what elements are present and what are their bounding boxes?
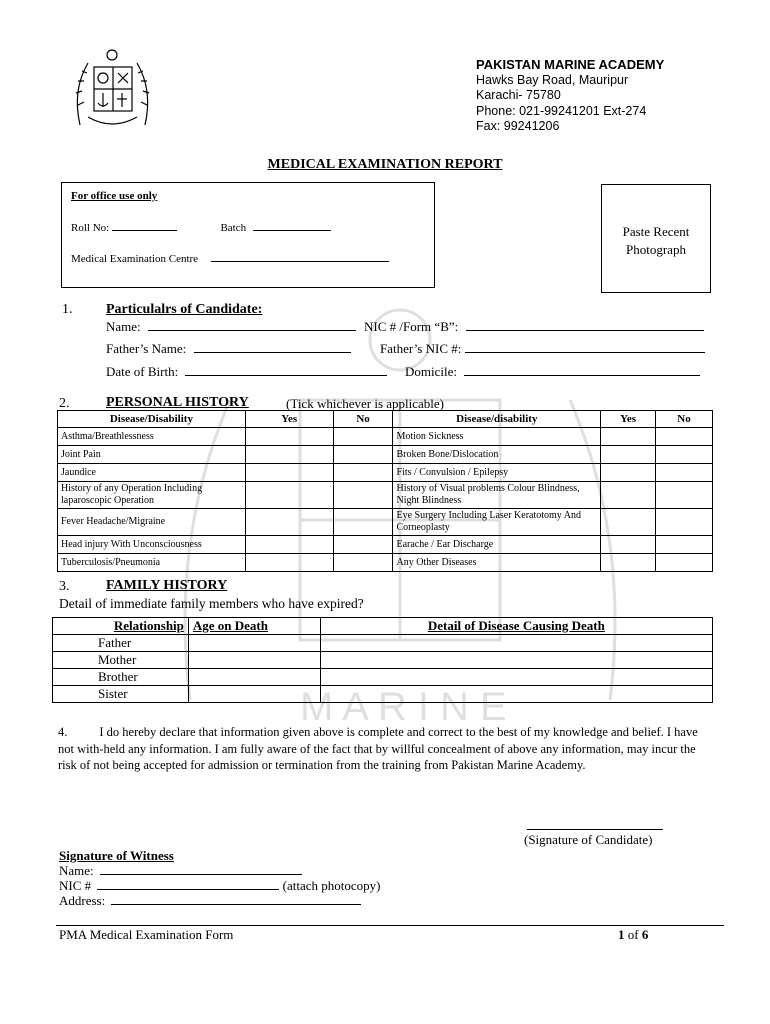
footer-divider (56, 925, 724, 926)
yes-header-right: Yes (601, 411, 656, 428)
section2-heading: PERSONAL HISTORY (106, 395, 249, 410)
table-row (53, 635, 713, 652)
domicile-field[interactable] (464, 364, 700, 376)
dob-field[interactable] (185, 364, 387, 376)
page-indicator (618, 927, 648, 943)
academy-address-line2: Karachi- 75780 (476, 88, 561, 102)
batch-label: Batch (220, 222, 247, 234)
svg-text:M A R I N E: M A R I N E (300, 685, 507, 729)
relationship-cell: Sister (53, 686, 189, 703)
yes-checkbox-cell[interactable] (245, 509, 333, 536)
disease-header-right: Disease/disability (393, 411, 601, 428)
relationship-cell: Brother (53, 669, 189, 686)
yes-checkbox-cell[interactable] (245, 446, 333, 464)
academy-phone: Phone: 021-99241201 Ext-274 (476, 103, 647, 118)
age-on-death-header: Age on Death (188, 618, 320, 635)
dob-label: Date of Birth: (106, 364, 179, 379)
no-checkbox-cell[interactable] (656, 482, 713, 509)
yes-checkbox-cell[interactable] (245, 428, 333, 446)
witness-nic-field[interactable] (97, 878, 279, 890)
disease-left: Jaundice (58, 464, 246, 482)
table-row (58, 464, 713, 482)
office-use-heading: For office use only (71, 190, 158, 202)
exam-centre-field[interactable] (211, 250, 389, 262)
photo-label-line2: Photograph (626, 242, 686, 257)
father-name-field[interactable] (194, 341, 351, 353)
age-on-death-cell[interactable] (188, 669, 320, 686)
yes-checkbox-cell[interactable] (601, 464, 656, 482)
disease-detail-header: Detail of Disease Causing Death (320, 618, 712, 635)
section3-subtitle: Detail of immediate family members who have expired? (59, 596, 364, 611)
father-nic-field[interactable] (465, 341, 705, 353)
yes-checkbox-cell[interactable] (601, 482, 656, 509)
page-total: 6 (641, 927, 649, 942)
disease-detail-cell[interactable] (320, 635, 712, 652)
table-row (53, 686, 713, 703)
no-checkbox-cell[interactable] (656, 428, 713, 446)
academy-address-block (476, 57, 664, 135)
no-checkbox-cell[interactable] (333, 509, 393, 536)
academy-address-line1: Hawks Bay Road, Mauripur (476, 72, 629, 87)
roll-no-field[interactable] (112, 219, 177, 231)
father-nic-label: Father’s NIC #: (380, 341, 462, 356)
no-checkbox-cell[interactable] (333, 482, 393, 509)
disease-right: Broken Bone/Dislocation (393, 446, 601, 464)
office-use-box (61, 182, 435, 288)
no-checkbox-cell[interactable] (656, 536, 713, 554)
candidate-signature-line[interactable] (527, 829, 663, 830)
disease-detail-cell[interactable] (320, 669, 712, 686)
disease-right: History of Visual problems Colour Blindness, Night Blindness (393, 482, 601, 509)
disease-detail-cell[interactable] (320, 686, 712, 703)
disease-right: Eye Surgery Including Laser Keratotomy And Corneoplasty (393, 509, 601, 536)
yes-checkbox-cell[interactable] (601, 554, 656, 572)
yes-checkbox-cell[interactable] (245, 536, 333, 554)
disease-left: Head injury With Unconsciousness (58, 536, 246, 554)
personal-history-header-row (58, 411, 713, 428)
family-history-header-row (53, 618, 713, 635)
candidate-nic-label: NIC # /Form “B”: (364, 319, 459, 334)
declaration (58, 724, 713, 774)
yes-checkbox-cell[interactable] (245, 464, 333, 482)
age-on-death-cell[interactable] (188, 652, 320, 669)
table-row (58, 536, 713, 554)
section3-number: 3. (59, 579, 70, 594)
section1-heading: Particulalrs of Candidate: (106, 302, 263, 317)
table-row (58, 509, 713, 536)
disease-header-left: Disease/Disability (58, 411, 246, 428)
relationship-cell: Father (53, 635, 189, 652)
table-row (58, 428, 713, 446)
yes-checkbox-cell[interactable] (601, 428, 656, 446)
relationship-cell: Mother (53, 652, 189, 669)
candidate-name-field[interactable] (148, 319, 356, 331)
witness-address-label: Address: (59, 893, 106, 908)
no-checkbox-cell[interactable] (333, 446, 393, 464)
witness-name-label: Name: (59, 863, 94, 878)
disease-right: Any Other Diseases (393, 554, 601, 572)
witness-nic-label: NIC # (59, 878, 92, 893)
footer-form-name: PMA Medical Examination Form (59, 927, 234, 942)
witness-address-field[interactable] (111, 893, 361, 905)
academy-fax: Fax: 99241206 (476, 119, 560, 133)
domicile-label: Domicile: (405, 364, 457, 379)
roll-no-label: Roll No: (71, 222, 110, 234)
disease-left: Fever Headache/Migraine (58, 509, 246, 536)
relationship-header: Relationship (53, 618, 189, 635)
yes-checkbox-cell[interactable] (245, 554, 333, 572)
age-on-death-cell[interactable] (188, 635, 320, 652)
yes-checkbox-cell[interactable] (245, 482, 333, 509)
personal-history-table (57, 410, 713, 572)
no-checkbox-cell[interactable] (656, 554, 713, 572)
page-current: 1 (618, 927, 625, 942)
academy-logo (70, 45, 155, 135)
disease-right: Motion Sickness (393, 428, 601, 446)
age-on-death-cell[interactable] (188, 686, 320, 703)
exam-centre-label: Medical Examination Centre (71, 253, 199, 265)
section4-number: 4. (58, 725, 68, 739)
table-row (58, 554, 713, 572)
disease-left: Joint Pain (58, 446, 246, 464)
no-checkbox-cell[interactable] (333, 464, 393, 482)
section1-number: 1. (62, 302, 73, 317)
no-header-right: No (656, 411, 713, 428)
disease-right: Fits / Convulsion / Epilepsy (393, 464, 601, 482)
no-checkbox-cell[interactable] (656, 509, 713, 536)
disease-right: Earache / Ear Discharge (393, 536, 601, 554)
no-checkbox-cell[interactable] (656, 464, 713, 482)
disease-left: Tuberculosis/Pneumonia (58, 554, 246, 572)
photo-label-line1: Paste Recent (622, 224, 690, 239)
disease-detail-cell[interactable] (320, 652, 712, 669)
table-row (53, 669, 713, 686)
witness-name-field[interactable] (100, 863, 302, 875)
yes-checkbox-cell[interactable] (601, 536, 656, 554)
no-header-left: No (333, 411, 393, 428)
page-of: of (627, 927, 639, 942)
yes-header-left: Yes (245, 411, 333, 428)
disease-left: History of any Operation Including laparoscopic Operation (58, 482, 246, 509)
yes-checkbox-cell[interactable] (601, 509, 656, 536)
batch-field[interactable] (253, 219, 331, 231)
candidate-nic-field[interactable] (466, 319, 704, 331)
section2-number: 2. (59, 396, 70, 411)
candidate-signature-label: (Signature of Candidate) (524, 832, 653, 847)
declaration-text: I do hereby declare that information given above is complete and correct to the best of my knowledge and belief. I have not with-held any information. I am fully aware of the fact that by willful concealment of above any information, may incur the risk of not being accepted for admission or termination from the training from Pakistan Marine Academy. (58, 725, 698, 772)
no-checkbox-cell[interactable] (333, 536, 393, 554)
page-title: MEDICAL EXAMINATION REPORT (267, 157, 503, 172)
table-row (53, 652, 713, 669)
no-checkbox-cell[interactable] (333, 554, 393, 572)
disease-left: Asthma/Breathlessness (58, 428, 246, 446)
yes-checkbox-cell[interactable] (601, 446, 656, 464)
section2-note: (Tick whichever is applicable) (286, 396, 444, 411)
father-name-label: Father’s Name: (106, 341, 187, 356)
photo-box[interactable] (601, 184, 711, 293)
no-checkbox-cell[interactable] (333, 428, 393, 446)
academy-name: PAKISTAN MARINE ACADEMY (476, 57, 665, 72)
witness-heading: Signature of Witness (59, 848, 174, 863)
table-row (58, 482, 713, 509)
table-row (58, 446, 713, 464)
no-checkbox-cell[interactable] (656, 446, 713, 464)
family-history-table (52, 617, 713, 703)
attach-photocopy-note: (attach photocopy) (282, 878, 381, 893)
section3-heading: FAMILY HISTORY (106, 578, 228, 593)
candidate-name-label: Name: (106, 319, 141, 334)
